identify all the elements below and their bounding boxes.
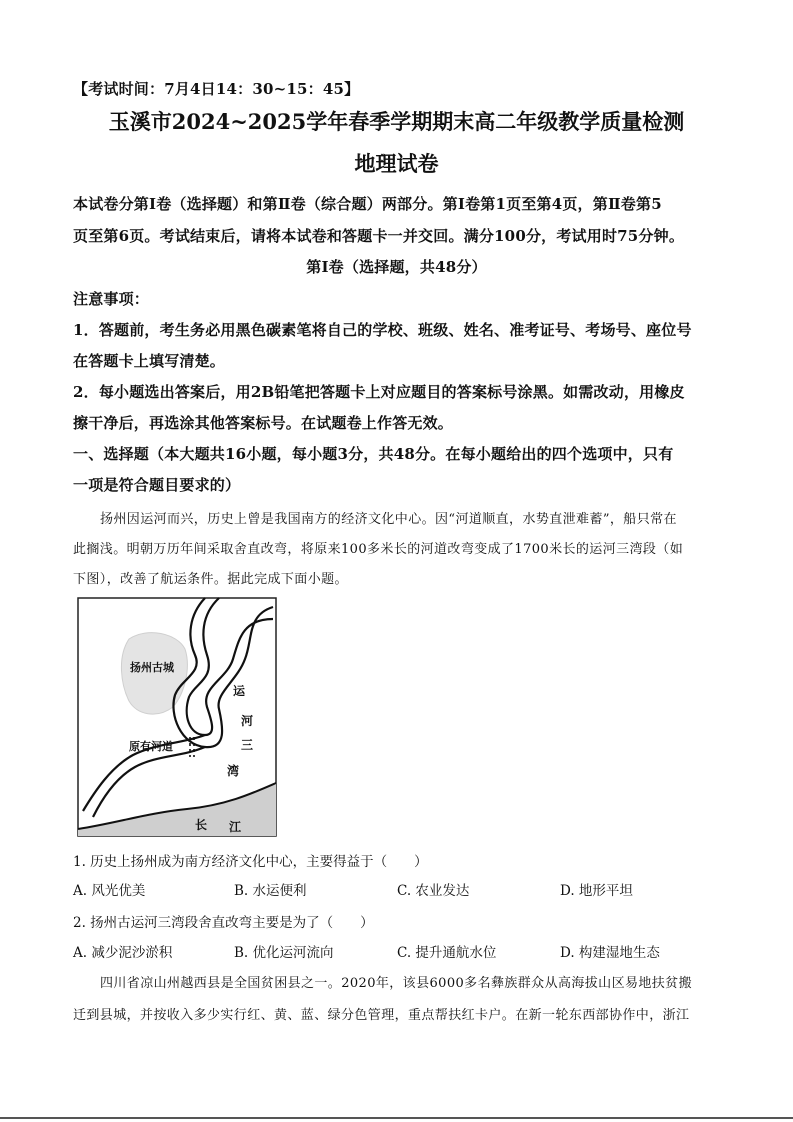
label-canal-char-4: 湾 <box>227 764 240 778</box>
label-canal-char-2: 河 <box>241 714 254 728</box>
subject-title: 地理试卷 <box>354 151 439 176</box>
notes-heading: 注意事项： <box>73 290 150 308</box>
canal-map <box>77 597 277 837</box>
passage1-line-3: 下图），改善了航运条件。据此完成下面小题。 <box>73 572 348 587</box>
question-2-option-a[interactable]: A. 减少泥沙淤积 <box>73 945 173 961</box>
question-2-option-d[interactable]: D. 构建湿地生态 <box>560 945 660 961</box>
question-2-option-c[interactable]: C. 提升通航水位 <box>397 945 497 961</box>
exam-time: 【考试时间：7月4日14：30~15：45】 <box>73 80 360 98</box>
question-1-stem: 1. 历史上扬州成为南方经济文化中心，主要得益于（ ） <box>73 854 428 870</box>
question-1-option-a[interactable]: A. 风光优美 <box>73 883 146 899</box>
question-2-option-b[interactable]: B. 优化运河流向 <box>234 945 334 961</box>
label-yangzhou-old-city: 扬州古城 <box>130 661 174 674</box>
question-1-option-c[interactable]: C. 农业发达 <box>397 883 470 899</box>
passage2-line-2: 迁到县城，并按收入多少实行红、黄、蓝、绿分色管理，重点帮扶红卡户。在新一轮东西部协作中，浙江 <box>73 1008 690 1023</box>
exam-title: 玉溪市2024~2025学年春季学期期末高二年级教学质量检测 <box>108 109 685 134</box>
note-2-line-1: 2．每小题选出答案后，用2B铅笔把答题卡上对应题目的答案标号涂黑。如需改动，用橡皮 <box>73 383 685 401</box>
label-yangtze-char-1: 长 <box>195 818 208 832</box>
label-yangtze-char-2: 江 <box>229 820 242 834</box>
passage1-line-1: 扬州因运河而兴，历史上曾是我国南方的经济文化中心。因“河道顺直，水势直泄难蓄”，船只常在 <box>100 512 677 527</box>
passage2-line-1: 四川省凉山州越西县是全国贫困县之一。2020年，该县6000多名彝族群众从高海拔山区易地扶贫搬 <box>100 976 692 991</box>
intro-line-1: 本试卷分第Ⅰ卷（选择题）和第Ⅱ卷（综合题）两部分。第Ⅰ卷第1页至第4页，第Ⅱ卷第5 <box>73 195 662 213</box>
note-2-line-2: 擦干净后，再选涂其他答案标号。在试题卷上作答无效。 <box>73 414 454 432</box>
page-bottom-border <box>0 1117 793 1119</box>
question-1-option-b[interactable]: B. 水运便利 <box>234 883 307 899</box>
part1-line-1: 一、选择题（本大题共16小题，每小题3分，共48分。在每小题给出的四个选项中，只有 <box>73 445 674 463</box>
question-1-option-d[interactable]: D. 地形平坦 <box>560 883 633 899</box>
label-canal-char-3: 三 <box>241 738 254 752</box>
label-canal-char-1: 运 <box>233 684 246 698</box>
note-1-line-2: 在答题卡上填写清楚。 <box>73 352 226 370</box>
question-2-stem: 2. 扬州古运河三湾段舍直改弯主要是为了（ ） <box>73 915 374 931</box>
note-1-line-1: 1．答题前，考生务必用黑色碳素笔将自己的学校、班级、姓名、准考证号、考场号、座位号 <box>73 321 692 339</box>
section-heading: 第Ⅰ卷（选择题，共48分） <box>306 258 487 276</box>
label-original-channel: 原有河道 <box>129 740 173 753</box>
intro-line-2: 页至第6页。考试结束后，请将本试卷和答题卡一并交回。满分100分，考试用时75分钟。 <box>73 227 685 245</box>
part1-line-2: 一项是符合题目要求的） <box>73 476 241 494</box>
passage1-line-2: 此搁浅。明朝万历年间采取舍直改弯，将原来100多米长的河道改弯变成了1700米长的运河三湾段（如 <box>73 542 684 557</box>
